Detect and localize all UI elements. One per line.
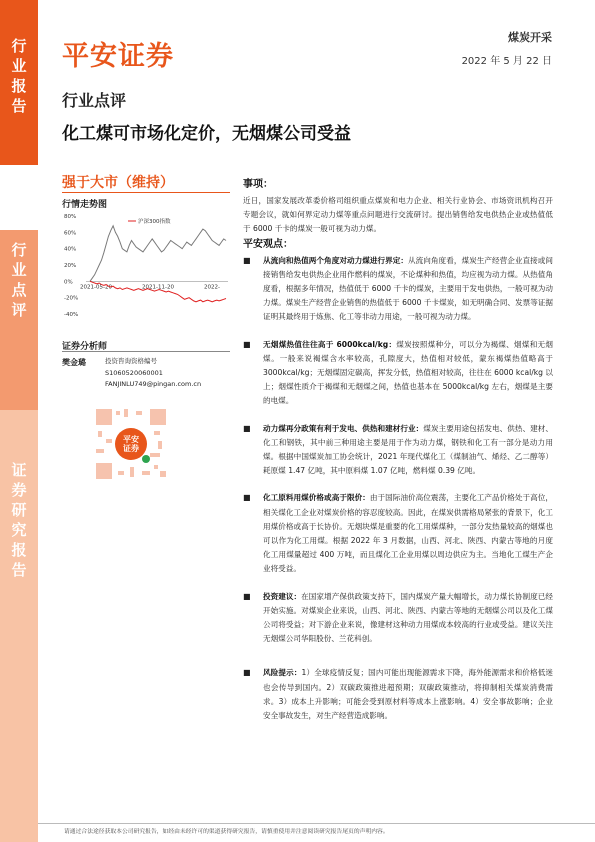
- point-1: [243, 254, 553, 325]
- report-date: 2022 年 5 月 22 日: [461, 56, 552, 67]
- analyst-name: 樊金璐: [62, 358, 86, 367]
- y-tick-label: 60%: [64, 230, 77, 237]
- legend-label: 沪深300指数: [138, 219, 171, 225]
- trend-chart-label: 行情走势图: [62, 200, 108, 210]
- point-1-text: 从流向角度看，煤炭生产经营企业直接或间接销售给发电供热企业用作燃料的煤炭，不论煤种和热值，均应视为动力煤。从热值角度看，根据多年情况，热值低于 6000 千卡的煤炭，主要用于发电供热，一般可视为动力煤。煤炭生产经营企业销售的热值低于 6000 千卡煤炭，如无明确合同、发票等证据证明其最终用于炼焦、化工等非动力用途，一般可视为动力煤。: [263, 255, 554, 322]
- y-tick-label: -40%: [64, 312, 79, 318]
- event-text: 近日，国家发展改革委价格司组织重点煤炭和电力企业、相关行业协会、市场资讯机构召开专题会议，就如何界定动力煤等重点问题进行交流研讨。提出销售给发电供热企业或热值低于 6000 千卡的煤炭一般可视为动力煤。: [243, 196, 553, 234]
- point-4-heading: 化工原料用煤价格或高于限价：: [263, 493, 370, 503]
- bullet-icon: ■: [243, 668, 251, 678]
- y-tick-label: -20%: [64, 295, 79, 302]
- svg-text:平安: 平安: [123, 435, 139, 444]
- rating-label: 强于大市（维持）: [62, 175, 174, 191]
- sidebar-bottom-text: 证 券 研 究 报 告: [11, 461, 27, 579]
- sidebar-bottom-block: [0, 410, 38, 842]
- point-5-heading: 投资建议：: [263, 591, 302, 601]
- y-tick-label: 0%: [64, 279, 73, 286]
- series-line-1: [90, 226, 226, 281]
- point-6-text: 1）全球疫情反复；国内可能出现能源需求下降，海外能源需求和价格低迷也会传导到国内。2）双碳政策推进超预期；双碳政策推动，将抑制相关煤炭消费需求。3）成本上升影响；可能会受到原材料等成本上涨影响。4）安全事故影响；企业安全事故发生，对生产经营造成影响。: [263, 668, 554, 721]
- point-3-heading: 动力煤再分政策有利于发电、供热和建材行业：: [263, 423, 424, 433]
- point-5-text: 在国家增产保供政策支持下，国内煤炭产量大幅增长，动力煤长协制度已经开始实施。对煤炭企业来说，山西、河北、陕西、内蒙古等地的无烟煤公司以及化工煤公司将受益；对下游企业来说，像建材这种动力用煤成本较高的行业或受益。建议关注无烟煤公司华阳股份、兰花科创。: [263, 591, 554, 644]
- sidebar-top-text: 行 业 报 告: [11, 37, 27, 115]
- point-2-text: 煤炭按照煤种分，可以分为褐煤、烟煤和无烟煤。一般来说褐煤含水率较高，孔隙度大，热值相对较低，蒙东褐煤热值略高于 3000kcal/kg；无烟煤固定碳高，挥发分低，热值相对较高，往往在 6000 kcal/kg 以上；烟煤性质介于褐煤和无烟煤之间，热值也基本在 5000kcal/kg 左右，烟煤是主要的电煤。: [263, 339, 553, 406]
- footer-disclaimer: 请通过合法途径获取本公司研究报告，如经由未经许可的渠道获得研究报告，请慎重使用并注意阅读研究报告尾页的声明内容。: [64, 829, 389, 835]
- y-tick-label: 40%: [64, 246, 77, 253]
- x-tick-label: 2022-: [204, 284, 220, 291]
- svg-text:证券: 证券: [123, 444, 139, 453]
- analyst-info: [105, 356, 201, 391]
- sidebar-mid-block: [0, 230, 38, 410]
- point-4: [243, 491, 553, 576]
- bullet-icon: ■: [243, 591, 251, 601]
- point-4-text: 由于国际油价高位震荡，主要化工产品价格处于高位，相关煤化工企业对煤炭价格的容忍度较高。因此，在煤炭供需格局紧张的背景下，化工用煤价格或高于长协价。无烟块煤是重要的化工用煤煤种，一部分发热量较高的烟煤也可以作为化工用煤。根据 2022 年 3 月数据，山西、河北、陕西、内蒙古等地的月度化工用煤量超过 400 万吨，而且煤化工企业用煤以周边供应为主。当地化工煤生产企业将受益。: [263, 493, 554, 574]
- main-content: [243, 178, 553, 723]
- point-6-heading: 风险提示：: [263, 668, 302, 678]
- sidebar: [0, 0, 38, 842]
- x-tick-label: 2021-05-20: [80, 284, 112, 291]
- sidebar-top-block: [0, 0, 38, 165]
- point-6: [243, 666, 553, 723]
- bullet-icon: ■: [243, 339, 251, 349]
- point-2: [243, 338, 553, 409]
- trend-chart-svg: [62, 210, 232, 325]
- bullet-icon: ■: [243, 493, 251, 503]
- qr-code: [92, 405, 170, 483]
- y-tick-label: 20%: [64, 263, 77, 269]
- point-3-text: 煤炭主要用途包括发电、供热、建材、化工和钢铁，其中前三种用途主要是用于作为动力煤，钢铁和化工有一部分是动力用煤。根据中国煤炭加工协会统计，2021 年现代煤化工（煤制油气、烯烃、乙二醇等）耗原煤 1.47 亿吨，其中原料煤 1.07 亿吨，燃料煤 0.39 亿吨。: [263, 423, 554, 476]
- analyst-license-number: S1060520060001: [105, 368, 163, 377]
- analyst-divider: [62, 351, 230, 352]
- point-5: [243, 590, 553, 647]
- rating-divider: [62, 192, 230, 193]
- x-tick-label: 2021-11-20: [142, 284, 174, 291]
- footer-divider: [38, 823, 595, 824]
- bullet-icon: ■: [243, 255, 251, 265]
- point-1-heading: 从流向和热值两个角度对动力煤进行界定：: [263, 255, 409, 265]
- report-title: 化工煤可市场化定价，无烟煤公司受益: [62, 124, 351, 144]
- analyst-section-label: 证券分析师: [62, 342, 108, 352]
- company-logo: 平安证券: [62, 41, 174, 72]
- industry-label: 煤炭开采: [508, 31, 552, 44]
- analyst-email[interactable]: FANJINLU749@pingan.com.cn: [105, 380, 202, 388]
- analyst-qualification: 投资咨询资格编号: [105, 357, 157, 365]
- point-2-heading: 无烟煤热值往往高于 6000kcal/kg：: [263, 339, 397, 349]
- y-tick-label: 80%: [64, 214, 77, 220]
- trend-chart: [62, 210, 232, 325]
- point-3: [243, 422, 553, 479]
- report-type: 行业点评: [62, 91, 127, 110]
- view-heading: 平安观点：: [243, 238, 293, 250]
- sidebar-mid-text: 行 业 点 评: [11, 241, 27, 319]
- bullet-icon: ■: [243, 423, 251, 433]
- event-heading: 事项：: [243, 179, 273, 190]
